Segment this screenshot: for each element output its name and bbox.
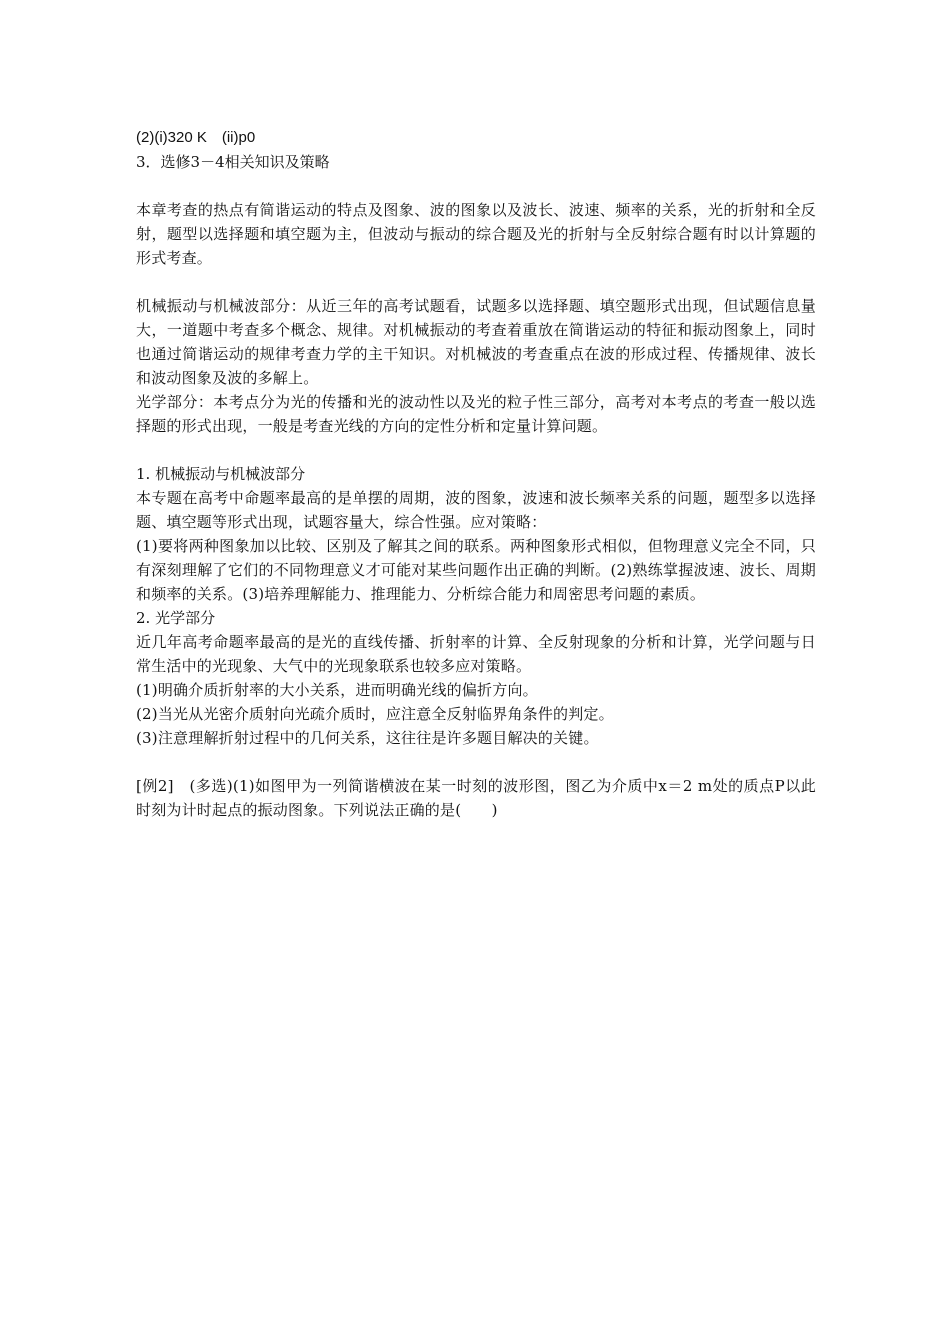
blank-line	[136, 750, 816, 774]
section-title: 3．选修3－4相关知识及策略	[136, 153, 330, 171]
blank-line	[136, 174, 816, 198]
mechanics-paragraph: 机械振动与机械波部分：从近三年的高考试题看，试题多以选择题、填空题形式出现，但试题信息量大，一道题中考查多个概念、规律。对机械振动的考查着重放在简谐运动的特征和振动图象上，同时也通过简谐运动的规律考查力学的主干知识。对机械波的考查重点在波的形成过程、传播规律、波长和波动图象及波的多解上。	[136, 297, 816, 387]
optics-strategy-item-3: (3)注意理解折射过程中的几何关系，这往往是许多题目解决的关键。	[136, 729, 599, 747]
example-question: [例2] (多选)(1)如图甲为一列简谐横波在某一时刻的波形图，图乙为介质中x＝2 m处的质点P以此时刻为计时起点的振动图象。下列说法正确的是( )	[136, 777, 816, 819]
mechanics-strategy-list: (1)要将两种图象加以比较、区别及了解其之间的联系。两种图象形式相似，但物理意义完全不同，只有深刻理解了它们的不同物理意义才可能对某些问题作出正确的判断。(2)熟练掌握波速、波长、周期和频率的关系。(3)培养理解能力、推理能力、分析综合能力和周密思考问题的素质。	[136, 537, 816, 603]
optics-strategy-item-1: (1)明确介质折射率的大小关系，进而明确光线的偏折方向。	[136, 681, 538, 699]
document-page	[136, 126, 816, 822]
intro-paragraph: 本章考查的热点有简谐运动的特点及图象、波的图象以及波长、波速、频率的关系，光的折射和全反射，题型以选择题和填空题为主，但波动与振动的综合题及光的折射与全反射综合题有时以计算题的形式考查。	[136, 201, 816, 267]
mechanics-strategy-paragraph: 本专题在高考中命题率最高的是单摆的周期，波的图象，波速和波长频率关系的问题，题型多以选择题、填空题等形式出现，试题容量大，综合性强。应对策略：	[136, 489, 816, 531]
optics-strategy-item-2: (2)当光从光密介质射向光疏介质时，应注意全反射临界角条件的判定。	[136, 705, 614, 723]
heading-optics: 2. 光学部分	[136, 609, 216, 627]
blank-line	[136, 438, 816, 462]
heading-mechanics: 1. 机械振动与机械波部分	[136, 465, 306, 483]
blank-line	[136, 270, 816, 294]
optics-paragraph: 光学部分：本考点分为光的传播和光的波动性以及光的粒子性三部分，高考对本考点的考查一般以选择题的形式出现，一般是考查光线的方向的定性分析和定量计算问题。	[136, 393, 816, 435]
optics-strategy-paragraph: 近几年高考命题率最高的是光的直线传播、折射率的计算、全反射现象的分析和计算，光学问题与日常生活中的光现象、大气中的光现象联系也较多应对策略。	[136, 633, 816, 675]
answer-line: (2)(i)320 K (ii)p0	[136, 129, 256, 146]
